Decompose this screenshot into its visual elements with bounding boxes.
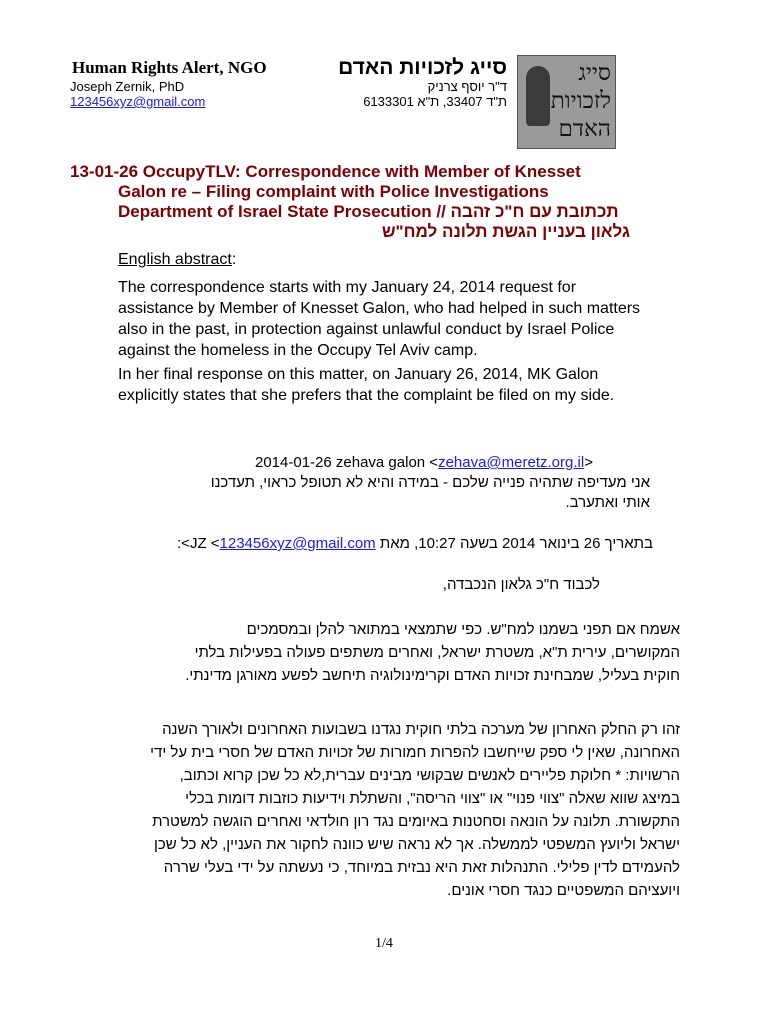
logo-text-line: האדם (558, 116, 611, 142)
abstract-paragraph-1: The correspondence starts with my January 24, 2014 request for assistance by Member of Knesset Galon, who had helped in such matters also in the past, in protection against unlawful conduct by Israel Police against the homeless in the Occupy Tel Aviv camp. (118, 279, 641, 359)
org-name-hebrew: סייג לזכויות האדם (338, 56, 507, 79)
title-line: 13-01-26 OccupyTLV: Correspondence with Member of Knesset (70, 162, 581, 181)
reply-quote: אני מעדיפה שתהיה פנייה שלכם - במידה והיא לא תטופל כראוי, תעדכנו אותי ואתערב. (210, 474, 650, 511)
email-body-paragraph-1: אשמח אם תפני בשמנו למח"ש. כפי שתמצאי במתואר להלן ובמסמכים המקושרים, עירית ת"א, משטרת ישראל, ואחרים משתפים פעולה בפעילות בלתי חוקית בעליל, שמבחינת זכויות האדם וקרימינולוגיה תיחשב לפשע מאורגן מדינתי. (185, 621, 680, 684)
sender-email-link[interactable]: 123456xyz@gmail.com (219, 535, 376, 552)
author-email-link[interactable]: 123456xyz@gmail.com (70, 94, 206, 109)
author-name-english: Joseph Zernik, PhD (70, 79, 185, 94)
sender-suffix: >: (177, 535, 190, 552)
document-title (70, 162, 630, 242)
email-body-paragraph-2: זהו רק החלק האחרון של מערכה בלתי חוקית נגדנו בשבועות האחרונים ולאורך השנה האחרונה, שאין לי ספק שייחשבו להפרות חמורות של זכויות האדם של חסרי בית על ידי הרשויות: * חלוקת פליירים לאנשים שבקושי מבינים עברית,לא כל שכן קרוא וכתוב, במיצג שווא שאלה "צווי פנוי" או "צווי הריסה", והשתלת וידיעות כוזבות דומות בכלי התקשורת. תלונה על הונאה וסחטנות באיומים נגד רון חולדאי ואחרים הוגשה למשטרת ישראל וליועץ המשפטי לממשלה. אך לא נראה שיש כוונה לחקור את העניין, לא כל שכן להעמידם לדין פלילי. התנהלות זאת היא נבזית במיוחד, כי נעשתה על ידי בעלי שררה ויועציהם המשפטיים כנגד חסרי אונים. (150, 721, 680, 899)
abstract-heading (118, 251, 236, 269)
logo-text-line: סייג (578, 60, 611, 86)
author-name-hebrew: ד"ר יוסף צרניק (427, 79, 507, 94)
email-greeting: לכבוד ח"כ גלאון הנכבדה, (442, 576, 600, 593)
title-line-hebrew: גלאון בעניין הגשת תלונה למח"ש (381, 222, 630, 241)
email-sender-line (150, 534, 653, 554)
from-prefix: 2014-01-26 zehava galon < (255, 454, 439, 471)
abstract-colon: : (231, 251, 237, 268)
org-logo (517, 55, 616, 149)
logo-text-line: לזכויות (550, 88, 611, 114)
abstract-paragraph-2: In her final response on this matter, on January 26, 2014, MK Galon explicitly states that she prefers that the complaint be filed on my side. (118, 366, 615, 404)
title-line: Galon re – Filing complaint with Police Investigations (118, 182, 549, 201)
page-number: 1/4 (375, 936, 393, 951)
address-hebrew: ת"ד 33407, ת"א 6133301 (363, 94, 507, 109)
org-name-english: Human Rights Alert, NGO (72, 58, 267, 77)
from-suffix: > (584, 454, 593, 471)
title-line: Department of Israel State Prosecution // תכתובת עם ח"כ זהבה (118, 202, 619, 221)
email-from-line (255, 454, 593, 471)
abstract-label: English abstract (118, 251, 232, 268)
from-email-link[interactable]: zehava@meretz.org.il (438, 454, 585, 471)
sender-prefix: בתאריך 26 בינואר 2014 בשעה 10:27, מאת JZ < (189, 535, 653, 552)
